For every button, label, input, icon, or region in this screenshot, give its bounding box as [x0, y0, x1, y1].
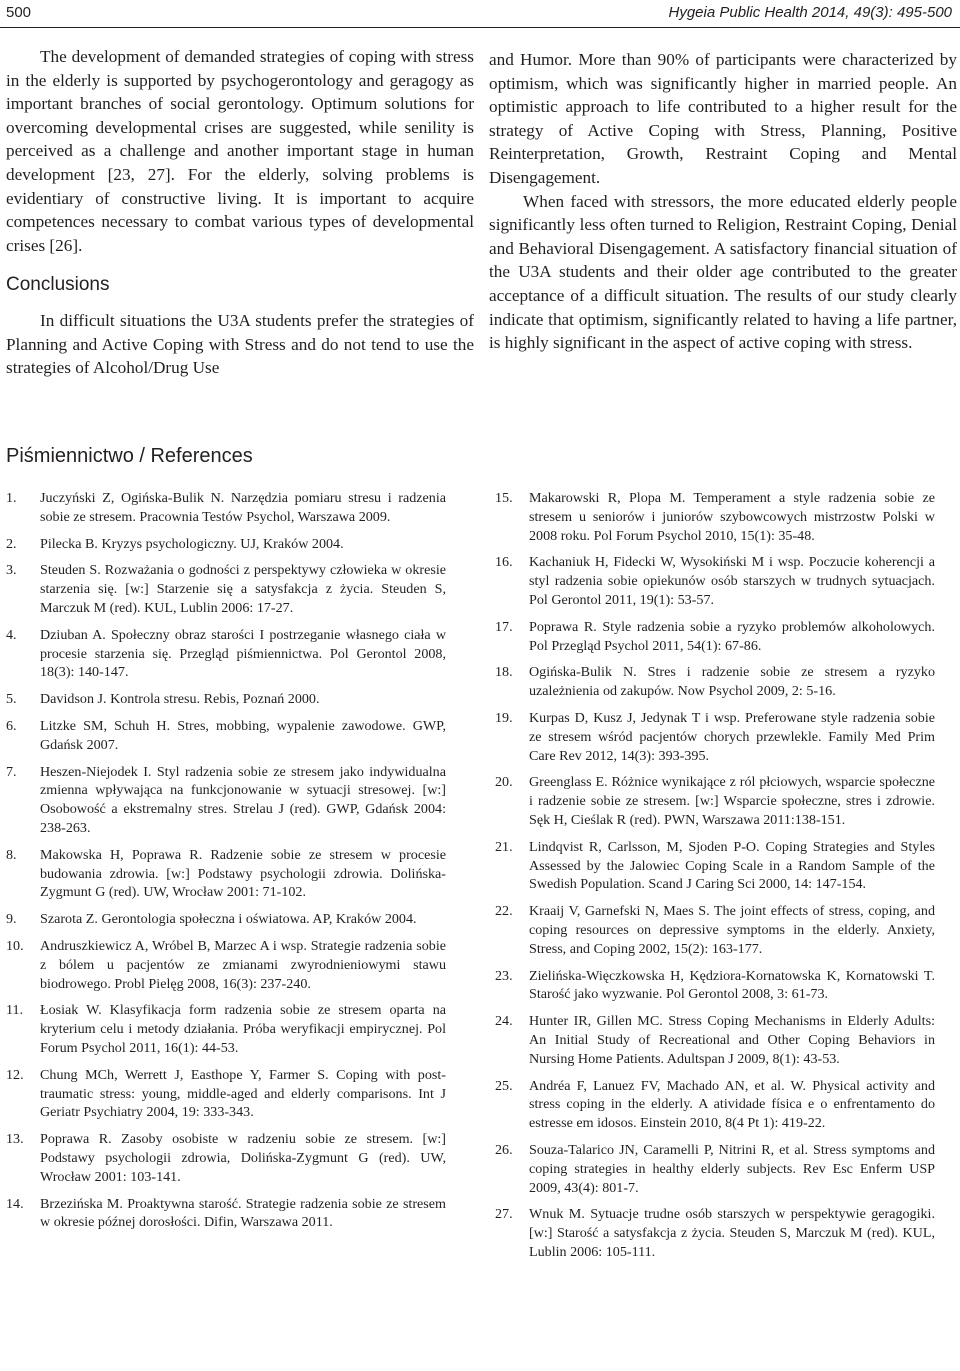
reference-number: 27. [495, 1206, 513, 1223]
reference-item [495, 709, 935, 765]
reference-item [6, 1066, 446, 1122]
reference-item [6, 561, 446, 617]
reference-number: 2. [6, 535, 17, 552]
reference-number: 22. [495, 903, 513, 920]
reference-item [6, 626, 446, 682]
reference-text: Brzezińska M. Proaktywna starość. Strategie radzenia sobie ze stresem w okresie późnej dorosłości. Difin, Warszawa 2011. [40, 1195, 446, 1231]
reference-text: Souza-Talarico JN, Caramelli P, Nitrini R, et al. Stress symptoms and coping strategies in healthy elderly subjects. Rev Esc Enferm USP 2009, 43(4): 801-7. [529, 1141, 935, 1196]
reference-item [495, 1141, 935, 1197]
body-paragraph: and Humor. More than 90% of participants were characterized by optimism, which was significantly higher in married people. An optimistic approach to life contributed to a higher result for the strategy of Active Coping with Stress, Planning, Positive Reinterpretation, Growth, Restraint Coping and Mental Disengagement. [489, 50, 957, 187]
right-text-column [489, 48, 957, 355]
reference-number: 16. [495, 554, 513, 571]
reference-item [6, 910, 446, 929]
reference-number: 17. [495, 618, 513, 635]
body-paragraph: In difficult situations the U3A students prefer the strategies of Planning and Active Coping with Stress and do not tend to use the strategies of Alcohol/Drug Use [6, 310, 474, 378]
reference-item [6, 846, 446, 902]
reference-text: Makarowski R, Plopa M. Temperament a style radzenia sobie ze stresem u seniorów i juniorów szybowcowych mistrzostw Polski w 2008 roku. Pol Forum Psychol 2010, 15(1): 35-48. [529, 490, 935, 544]
reference-text: Andréa F, Lanuez FV, Machado AN, et al. W. Physical activity and stress coping in the elderly. A atividade física e o enfrentamento do estresse em idosos. Einstein 2010, 8(4 Pt 1): 419-22. [529, 1077, 935, 1132]
reference-item [6, 489, 446, 527]
reference-number: 15. [495, 490, 513, 506]
reference-number: 18. [495, 664, 513, 681]
reference-number: 14. [6, 1195, 24, 1212]
reference-item [495, 663, 935, 701]
body-paragraph: The development of demanded strategies of coping with stress in the elderly is supported by psychogerontology and geragogy as important branches of social gerontology. Optimum solutions for overcoming developmental crises are suggested, while senility is perceived as a challenge and another important stage in human development [23, 27]. For the elderly, solving problems is evidentiary of constructive living. It is important to acquire competences necessary to combat various types of developmental crises [26]. [6, 47, 474, 255]
reference-item [6, 1001, 446, 1057]
reference-item [495, 1205, 935, 1261]
reference-text: Szarota Z. Gerontologia społeczna i oświatowa. AP, Kraków 2004. [40, 911, 417, 928]
reference-text: Hunter IR, Gillen MC. Stress Coping Mechanisms in Elderly Adults: An Initial Study of Recreational and Other Coping Behaviors in Nursing Home Patients. Adultspan J 2009, 8(1): 43-53. [529, 1013, 935, 1067]
reference-number: 21. [495, 838, 513, 855]
reference-item [6, 1130, 446, 1186]
page-header [0, 0, 960, 28]
reference-number: 11. [6, 1002, 24, 1019]
reference-number: 26. [495, 1141, 513, 1158]
reference-text: Pilecka B. Kryzys psychologiczny. UJ, Kraków 2004. [40, 535, 344, 552]
reference-text: Dziuban A. Społeczny obraz starości I postrzeganie własnego ciała w procesie starzenia się. Przegląd piśmiennictwa. Pol Gerontol 2008, 18(3): 140-147. [40, 626, 446, 681]
reference-item [6, 1195, 446, 1233]
journal-reference: Hygeia Public Health 2014, 49(3): 495-500 [668, 4, 952, 21]
reference-text: Chung MCh, Werrett J, Easthope Y, Farmer S. Coping with post-traumatic stress: young, middle-aged and elderly comparisons. Int J Geriatr Psychiatry 2004, 19: 333-343. [40, 1066, 446, 1121]
reference-text: Greenglass E. Różnice wynikające z ról płciowych, wsparcie społeczne i radzenie sobie ze stresem. [w:] Wsparcie społeczne, stres i zdrowie. Sęk H, Cieślak R (red). PWN, Warszawa 2011:138-151. [529, 774, 935, 828]
references-list-right [495, 489, 935, 1270]
reference-text: Kachaniuk H, Fidecki W, Wysokiński M i wsp. Poczucie koherencji a styl radzenia sobie opiekunów osób starszych w trudnych sytuacjach. Pol Gerontol 2011, 19(1): 53-57. [529, 554, 935, 608]
reference-text: Juczyński Z, Ogińska-Bulik N. Narzędzia pomiaru stresu i radzenia sobie ze stresem. Pracownia Testów Psychol, Warszawa 2009. [40, 490, 446, 525]
reference-item [495, 618, 935, 656]
reference-item [495, 553, 935, 609]
reference-text: Davidson J. Kontrola stresu. Rebis, Poznań 2000. [40, 691, 320, 708]
reference-number: 4. [6, 626, 17, 643]
references-heading: Piśmiennictwo / References [6, 445, 253, 467]
reference-item [6, 535, 446, 554]
reference-item [6, 717, 446, 755]
reference-text: Kurpas D, Kusz J, Jedynak T i wsp. Preferowane style radzenia sobie ze stresem wśród pacjentów chorych przewlekle. Family Med Prim Care Rev 2012, 14(3): 393-395. [529, 709, 935, 764]
reference-text: Poprawa R. Zasoby osobiste w radzeniu sobie ze stresem. [w:] Podstawy psychologii zdrowia, Dolińska-Zygmunt G (red). UW, Wrocław 2001: 103-141. [40, 1131, 446, 1185]
reference-text: Litzke SM, Schuh H. Stres, mobbing, wypalenie zawodowe. GWP, Gdańsk 2007. [40, 717, 446, 753]
reference-item [6, 937, 446, 993]
reference-item [495, 838, 935, 894]
reference-text: Lindqvist R, Carlsson, M, Sjoden P-O. Coping Strategies and Styles Assessed by the Jalowiec Coping Scale in a Random Sample of the Swedish Population. Scand J Caring Sci 2000, 14: 147-154. [529, 838, 935, 893]
reference-number: 1. [6, 490, 17, 506]
reference-text: Heszen-Niejodek I. Styl radzenia sobie ze stresem jako indywidualna zmienna wpływająca na funkcjonowanie w sytuacji stresowej. [w:] Osobowość a ekstremalny stres. Strelau J (red). GWP, Gdańsk 2004: 238-263. [40, 763, 446, 836]
reference-item [495, 1077, 935, 1133]
conclusions-heading: Conclusions [6, 274, 110, 296]
reference-number: 23. [495, 967, 513, 984]
reference-text: Ogińska-Bulik N. Stres i radzenie sobie ze stresem a ryzyko uzależnienia od zakupów. Now Psychol 2009, 2: 5-16. [529, 664, 935, 700]
reference-number: 19. [495, 709, 513, 726]
reference-number: 6. [6, 717, 17, 734]
page-number: 500 [6, 4, 32, 21]
reference-text: Zielińska-Więczkowska H, Kędziora-Kornatowska K, Kornatowski T. Starość jako wyzwanie. Pol Gerontol 2008, 3: 61-73. [529, 967, 935, 1003]
reference-number: 7. [6, 763, 17, 780]
reference-text: Steuden S. Rozważania o godności z perspektywy człowieka w okresie starzenia się. [w:] Starzenie się a satysfakcja z życia. Steuden S, Marczuk M (red). KUL, Lublin 2006: 17-27. [40, 562, 446, 616]
reference-text: Kraaij V, Garnefski N, Maes S. The joint effects of stress, coping, and coping resources on depressive symptoms in the elderly. Anxiety, Stress, and Coping 2002, 15(2): 163-177. [529, 903, 935, 957]
reference-text: Wnuk M. Sytuacje trudne osób starszych w perspektywie geragogiki.[w:] Starość a satysfakcja z życia. Steuden S, Marczuk M (red). KUL, Lublin 2006: 105-111. [529, 1206, 935, 1260]
reference-number: 25. [495, 1077, 513, 1094]
reference-number: 5. [6, 691, 17, 708]
reference-item [495, 902, 935, 958]
reference-number: 8. [6, 846, 17, 863]
reference-number: 24. [495, 1013, 513, 1030]
reference-number: 3. [6, 562, 17, 579]
reference-item [495, 1012, 935, 1068]
reference-number: 10. [6, 937, 24, 954]
reference-text: Łosiak W. Klasyfikacja form radzenia sobie ze stresem oparta na kryterium celu i metody działania. Próba weryfikacji empirycznej. Pol Forum Psychol 2011, 16(1): 44-53. [40, 1002, 446, 1056]
body-paragraph: When faced with stressors, the more educated elderly people significantly less often turned to Religion, Restraint Coping, Denial and Behavioral Disengagement. A satisfactory financial situation of the U3A students and their older age contributed to the greater acceptance of a difficult situation. The results of our study clearly indicate that optimism, significantly related to having a life partner, is highly significant in the aspect of active coping with stress. [489, 191, 957, 353]
left-text-column [6, 45, 474, 380]
reference-item [6, 690, 446, 709]
reference-number: 13. [6, 1131, 24, 1148]
reference-text: Andruszkiewicz A, Wróbel B, Marzec A i wsp. Strategie radzenia sobie z bólem u pacjentów ze zmianami zwyrodnieniowymi stawu biodrowego. Probl Pielęg 2008, 16(3): 237-240. [40, 937, 446, 992]
reference-number: 12. [6, 1066, 24, 1083]
reference-item [6, 763, 446, 838]
reference-number: 20. [495, 774, 513, 791]
reference-item [495, 773, 935, 829]
reference-text: Makowska H, Poprawa R. Radzenie sobie ze stresem w procesie budowania zdrowia. [w:] Podstawy psychologii zdrowia. Dolińska-Zygmunt G (red). UW, Wrocław 2001: 71-102. [40, 846, 446, 901]
reference-item [495, 967, 935, 1005]
reference-text: Poprawa R. Style radzenia sobie a ryzyko problemów alkoholowych. Pol Przegląd Psychol 2011, 54(1): 67-86. [529, 618, 935, 654]
references-list-left [6, 489, 446, 1240]
reference-item [495, 489, 935, 545]
reference-number: 9. [6, 911, 17, 928]
